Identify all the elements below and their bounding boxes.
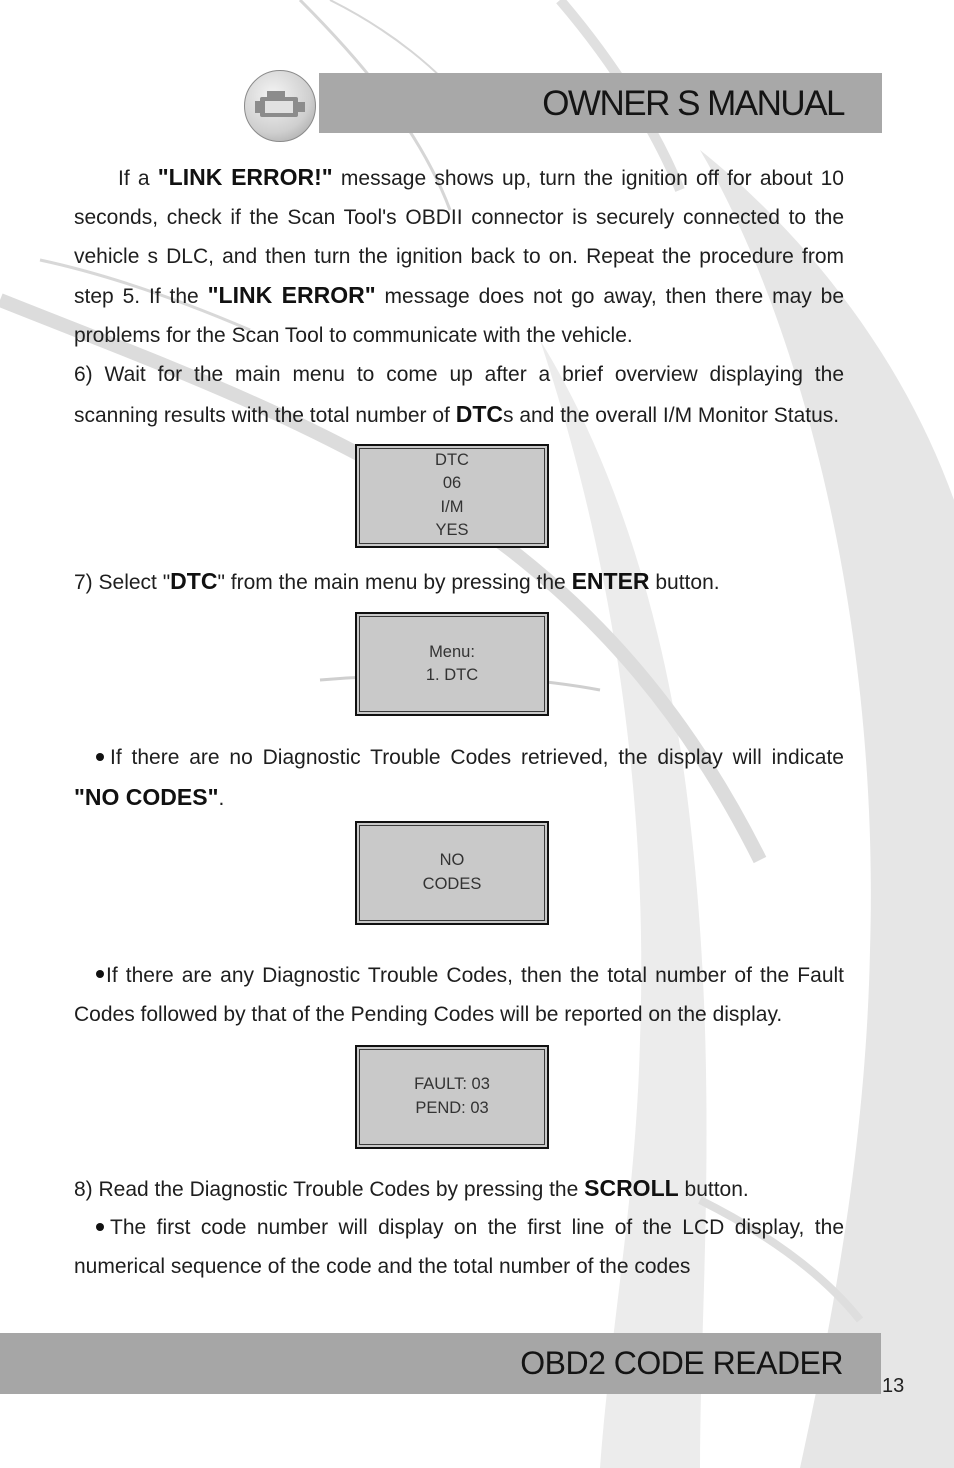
text-span: If there are no Diagnostic Trouble Codes retrieved, the display will indicate [110,746,844,770]
lcd-screen-3-wrap [74,819,844,957]
text-span: 6) Wait for the main menu to come up after a brief overview displaying the scanning results with the total number of [74,362,844,427]
text-span: message shows up, turn the ignition off for about 10 seconds, check if the Scan Tool's OBDII connector is securely connected to the vehicle s DLC, and then turn the ignition back to on. Repeat the procedure from step 5. If the [74,167,844,309]
footer-title: OBD2 CODE READER [520,1345,843,1381]
header-bar [319,73,882,133]
no-codes-keyword: "NO CODES" [74,784,219,811]
bullet-icon [96,1223,104,1231]
lcd-line: CODES [422,874,482,893]
text-span: button. [678,1177,749,1201]
lcd-line: 1. DTC [425,666,479,685]
step-7-paragraph [74,562,844,603]
step-8-paragraph [74,1169,844,1210]
engine-icon [245,71,315,141]
lcd-line: YES [435,520,469,539]
bullet-icon [96,970,104,978]
lcd-line: DTC [435,451,469,470]
text-span: If there are any Diagnostic Trouble Codes, then the total number of the Fault Codes followed by that of the Pending Codes will be reported on the display. [74,963,844,1026]
page-number: 13 [882,1375,905,1397]
enter-keyword: ENTER [571,567,650,594]
dtc-keyword: DTC [455,400,503,427]
lcd-screen-menu [355,612,549,716]
lcd-line: I/M [440,497,464,516]
lcd-line: Menu: [429,642,475,661]
engine-logo [244,70,316,142]
lcd-line: 06 [442,474,462,493]
link-error-keyword: "LINK ERROR!" [157,164,333,190]
lcd-line: FAULT: 03 [414,1075,490,1094]
text-span: " from the main menu by pressing the [217,570,572,594]
lcd-screen-1-wrap [74,436,844,562]
bullet-no-codes [74,739,844,819]
text-span: . [218,787,225,811]
lcd-screen-main-status [355,444,549,548]
bullet-icon [96,753,104,761]
text-span: s and the overall I/M Monitor Status. [502,403,840,427]
page-title: OWNER S MANUAL [542,84,844,123]
text-span: If a [118,167,158,190]
footer-bar [0,1333,881,1394]
bullet-any-codes [74,957,844,1035]
scroll-keyword: SCROLL [584,1174,679,1201]
lcd-line: NO [439,851,465,870]
bullet-first-code [74,1209,844,1287]
text-span: The first code number will display on the first line of the LCD display, the numerical sequence of the code and the total number of the codes [74,1216,844,1279]
manual-content [74,158,844,1287]
lcd-screen-2-wrap [74,602,844,739]
lcd-line: PEND: 03 [415,1098,489,1117]
text-span: button. [649,570,720,594]
text-span: 8) Read the Diagnostic Trouble Codes by pressing the [74,1177,585,1201]
text-span: 7) Select " [74,570,171,594]
link-error-paragraph [74,158,844,356]
text-span: message does not go away, then there may be problems for the Scan Tool to communicate with the vehicle. [74,285,845,348]
dtc-keyword: DTC [170,567,218,594]
lcd-screen-no-codes [355,821,549,925]
link-error-keyword: "LINK ERROR" [207,282,376,309]
lcd-screen-4-wrap [74,1035,844,1169]
step-6-paragraph [74,356,844,436]
lcd-screen-fault-pend [355,1045,549,1149]
